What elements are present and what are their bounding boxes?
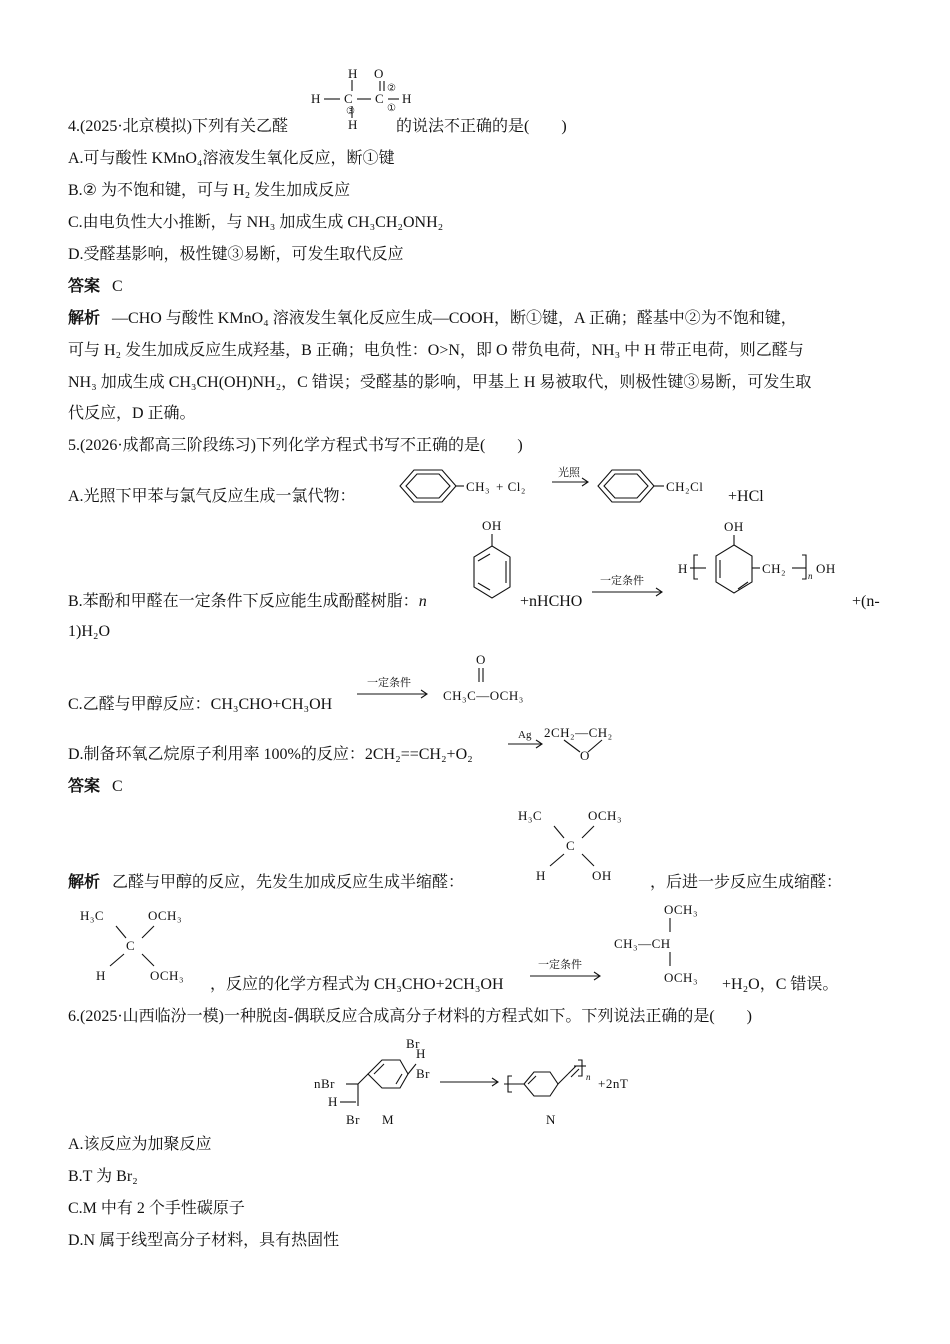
svg-text:OCH₃: OCH₃ bbox=[588, 808, 622, 823]
q5-option-a-tail: +HCl bbox=[728, 488, 764, 505]
q4-analysis-line-1: 解析 —CHO 与酸性 KMnO₄ 溶液发生氧化反应生成—COOH，断①键，A 正确；醛基中②为不饱和键， bbox=[68, 310, 797, 327]
q6-option-b: B.T 为 Br₂ bbox=[68, 1168, 138, 1185]
phenol-structure bbox=[468, 514, 528, 614]
q6-option-d: D.N 属于线型高分子材料，具有热固性 bbox=[68, 1232, 340, 1249]
svg-text:2CH₂—CH₂: 2CH₂—CH₂ bbox=[544, 725, 613, 740]
q4-analysis-line-4: 代反应，D 正确。 bbox=[68, 405, 196, 422]
q5-option-d-text: D.制备环氧乙烷原子利用率 100%的反应：2CH₂==CH₂+O₂ bbox=[68, 746, 473, 763]
q4-option-a: A.可与酸性 KMnO₄溶液发生氧化反应，断①键 bbox=[68, 150, 395, 167]
q4-answer: 答案 C bbox=[68, 278, 123, 295]
svg-text:②: ② bbox=[387, 83, 396, 94]
q5-option-b-text: B.苯酚和甲醛在一定条件下反应能生成酚醛树脂：n bbox=[68, 593, 427, 610]
svg-text:O: O bbox=[580, 748, 590, 763]
svg-text:C: C bbox=[375, 91, 385, 106]
q4-option-c: C.由电负性大小推断，与 NH₃ 加成生成 CH₃CH₂ONH₂ bbox=[68, 214, 444, 231]
q5-option-b-hcho: +nHCHO bbox=[520, 593, 583, 610]
svg-text:C: C bbox=[344, 91, 354, 106]
svg-text:OCH₃: OCH₃ bbox=[148, 908, 182, 923]
q5-analysis-line-1: 解析 乙醛与甲醇的反应，先发生加成反应生成半缩醛： bbox=[68, 874, 465, 891]
benzene-ring-icon bbox=[400, 470, 456, 502]
svg-text:n: n bbox=[586, 1072, 591, 1082]
q5-analysis-line-2: ，反应的化学方程式为 CH₃CHO+2CH₃OH bbox=[210, 976, 504, 993]
q5-analysis-arrow bbox=[528, 956, 608, 986]
svg-text:③: ③ bbox=[346, 106, 355, 117]
svg-text:H: H bbox=[416, 1046, 426, 1061]
svg-text:H: H bbox=[536, 868, 546, 883]
hemiacetal-structure bbox=[514, 806, 654, 886]
q5-answer: 答案 C bbox=[68, 778, 123, 795]
svg-text:H: H bbox=[328, 1094, 338, 1109]
svg-text:H₃C: H₃C bbox=[518, 808, 543, 823]
svg-text:n: n bbox=[808, 571, 813, 581]
svg-text:H: H bbox=[402, 91, 412, 106]
svg-text:H: H bbox=[311, 91, 321, 106]
benzene-ring-icon bbox=[598, 470, 654, 502]
q4-stem: 4.(2025·北京模拟)下列有关乙醛 的说法不正确的是( ) bbox=[68, 118, 567, 135]
svg-text:H₃C: H₃C bbox=[80, 908, 105, 923]
acetal-product-structure bbox=[612, 898, 732, 988]
svg-text:CH₂Cl: CH₂Cl bbox=[666, 479, 704, 494]
svg-text:OH: OH bbox=[482, 518, 502, 533]
svg-text:OH: OH bbox=[724, 519, 744, 534]
svg-text:一定条件: 一定条件 bbox=[600, 575, 644, 587]
svg-text:CH₂: CH₂ bbox=[762, 561, 787, 576]
svg-text:OH: OH bbox=[816, 561, 836, 576]
svg-text:一定条件: 一定条件 bbox=[367, 677, 411, 689]
svg-text:CH₃C—OCH₃: CH₃C—OCH₃ bbox=[443, 688, 524, 703]
svg-text:H: H bbox=[348, 66, 358, 81]
q6-option-a: A.该反应为加聚反应 bbox=[68, 1136, 212, 1153]
q4-option-d: D.受醛基影响，极性键③易断，可发生取代反应 bbox=[68, 246, 404, 263]
svg-text:OCH₃: OCH₃ bbox=[664, 902, 698, 917]
svg-text:CH₃: CH₃ bbox=[466, 479, 491, 494]
q4-analysis-line-2: 可与 H₂ 发生加成反应生成羟基，B 正确；电负性：O>N，即 O 带负电荷，NH₃ 中 H 带正电荷，则乙醛与 bbox=[68, 342, 804, 359]
svg-text:①: ① bbox=[387, 103, 396, 114]
svg-text:+ Cl₂: + Cl₂ bbox=[496, 479, 526, 494]
q5-analysis-line-1-tail: ，后进一步反应生成缩醛： bbox=[650, 874, 843, 891]
svg-text:C: C bbox=[566, 838, 576, 853]
svg-text:O: O bbox=[374, 66, 384, 81]
q5-option-b-tail-2: 1)H₂O bbox=[68, 623, 111, 640]
q5-stem: 5.(2026·成都高三阶段练习)下列化学方程式书写不正确的是( ) bbox=[68, 437, 523, 454]
svg-text:H: H bbox=[96, 968, 106, 983]
q5-option-b-tail: +(n- bbox=[852, 593, 880, 610]
svg-text:OCH₃: OCH₃ bbox=[150, 968, 184, 983]
svg-text:OCH₃: OCH₃ bbox=[664, 970, 698, 985]
q5-option-d-equation bbox=[506, 720, 646, 770]
svg-text:CH₃—CH: CH₃—CH bbox=[614, 936, 671, 951]
svg-text:M: M bbox=[382, 1112, 395, 1127]
q5-option-a-text: A.光照下甲苯与氯气反应生成一氯代物： bbox=[68, 488, 356, 505]
svg-text:Br: Br bbox=[416, 1066, 430, 1081]
q6-option-c: C.M 中有 2 个手性碳原子 bbox=[68, 1200, 245, 1217]
svg-text:H: H bbox=[348, 117, 358, 132]
q5-option-c-text: C.乙醛与甲醇反应：CH₃CHO+CH₃OH bbox=[68, 696, 333, 713]
svg-text:Ag: Ag bbox=[518, 729, 532, 741]
q5-option-c-equation bbox=[355, 650, 575, 710]
svg-text:OH: OH bbox=[592, 868, 612, 883]
acetal-structure bbox=[76, 906, 216, 986]
q6-stem: 6.(2025·山西临汾一模)一种脱卤-偶联反应合成高分子材料的方程式如下。下列说法正确的是( ) bbox=[68, 1008, 752, 1025]
svg-text:N: N bbox=[546, 1112, 556, 1127]
q4-analysis-line-3: NH₃ 加成生成 CH₃CH(OH)NH₂，C 错误；受醛基的影响，甲基上 H 易被取代，则极性键③易断，可发生取 bbox=[68, 374, 812, 391]
svg-text:光照: 光照 bbox=[558, 467, 580, 479]
svg-text:nBr: nBr bbox=[314, 1076, 335, 1091]
phenolic-resin-structure bbox=[676, 515, 876, 605]
q5-analysis-line-2-tail: +H₂O，C 错误。 bbox=[722, 976, 839, 993]
svg-text:Br: Br bbox=[346, 1112, 360, 1127]
svg-text:O: O bbox=[476, 652, 486, 667]
svg-text:+2nT: +2nT bbox=[598, 1076, 629, 1091]
svg-text:Br: Br bbox=[406, 1036, 420, 1051]
q4-option-b: B.② 为不饱和键，可与 H₂ 发生加成反应 bbox=[68, 182, 351, 199]
svg-text:C: C bbox=[126, 938, 136, 953]
q6-reaction bbox=[312, 1036, 672, 1136]
svg-text:一定条件: 一定条件 bbox=[538, 959, 582, 971]
q5-option-b-arrow bbox=[590, 572, 670, 602]
svg-text:H: H bbox=[678, 561, 688, 576]
